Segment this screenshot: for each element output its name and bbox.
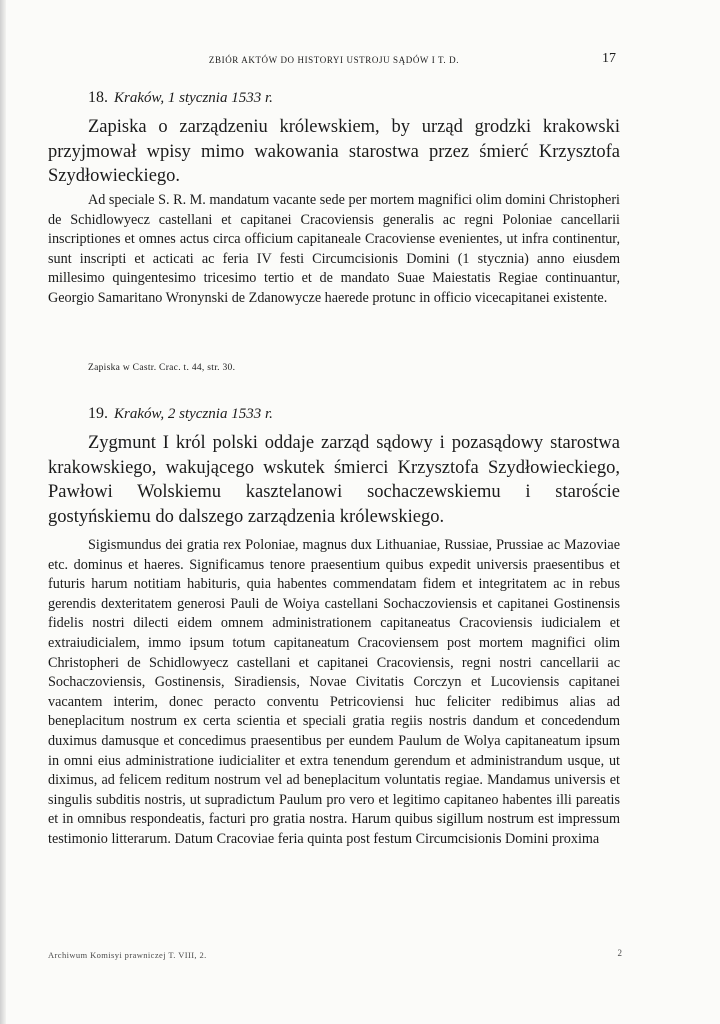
running-header: ZBIÓR AKTÓW DO HISTORYI USTROJU SĄDÓW I T. D. bbox=[208, 55, 460, 65]
footer-signature-mark: 2 bbox=[617, 948, 622, 958]
entry-19-latin-text: Sigismundus dei gratia rex Poloniae, magnus dux Lithuaniae, Russiae, Prussiae ac Mazoviae etc. dominus et haeres. Significamus tenore praesentium quibus expedit universis praesentibus et futuris harum notitiam habituris, quia habentes commendatam fidem et integritatem ac in rebus gerendis dexteritatem generosi Pauli de Woiya castellani Sochaczoviensis et capitanei Gostinensis fidelis nostri dilecti eidem omnem administrationem capitaneatus Cracoviensis iudicialem et extraiudicialem, immo ipsum totum capitaneatum Cracoviensem post mortem magnifici olim Christopheri de Schidlowyecz castellani et capitanei Cracoviensis, regni nostri cancellarii ac Sochaczoviensis, Gostinensis, Siradiensis, Novae Civitatis Corczyn et Lucoviensis capitanei vacantem interim, donec peracto conventu Petricoviensi huc feliciter redibimus alias ad beneplacitum nostrum ex certa scientia et speciali gratia regiis nostris dandum et concedendum duximus damusque et concedimus praesentibus per eundem Paulum de Wolya capitaneatum ipsum in omni eius administratione iudicialiter et extra tenendum gerendum et administrandum usque, ut diximus, ad felicem reditum nostrum vel ad beneplacitum voluntatis regiae. Mandamus universis et singulis subditis nostris, ut supradictum Paulum pro vero et legitimo capitaneo habentes illi pareatis et in omnibus respondeatis, facturi pro gratia nostra. Harum quibus sigillum nostrum est impressum testimonio litterarum. Datum Cracoviae feria quinta post festum Circumcisionis Domini proxima bbox=[48, 537, 620, 847]
page-binding-edge bbox=[0, 0, 6, 1024]
entry-number: 19. bbox=[88, 405, 108, 422]
entry-place-date: Kraków, 2 stycznia 1533 r. bbox=[114, 406, 273, 422]
entry-18-heading bbox=[88, 88, 273, 108]
entry-19-heading bbox=[88, 404, 273, 424]
entry-19-summary: Zygmunt I król polski oddaje zarząd sądowy i pozasądowy starostwa krakowskiego, wakującego wskutek śmierci Krzysztofa Szydłowieckiego, Pawłowi Wolskiemu kasztelanowi sochaczewskiemu i staroście gostyńskiemu do dalszego zarządzenia królewskiego. bbox=[48, 433, 620, 527]
entry-number: 18. bbox=[88, 89, 108, 106]
entry-18-source-note: Zapiska w Castr. Crac. t. 44, str. 30. bbox=[88, 363, 236, 373]
footer-signature: Archiwum Komisyi prawniczej T. VIII, 2. bbox=[48, 950, 207, 960]
entry-18-latin-text: Ad speciale S. R. M. mandatum vacante sede per mortem magnifici olim domini Christopheri de Schidlowyecz castellani et capitanei Cracoviensis generalis ac regni Poloniae cancellarii inscriptiones et omnes actus circa officium capitaneale Cracoviense evenientes, ut infra continentur, sunt inscripti et acticati ac feria IV festi Circumcisionis Domini (1 stycznia) anno eiusdem millesimo quingentesimo tricesimo tertio et de mandato Suae Maiestatis Regiae continuantur, Georgio Samaritano Wronynski de Zdanowycze haerede protunc in officio vicecapitanei existente. bbox=[48, 192, 620, 306]
entry-18-summary: Zapiska o zarządzeniu królewskiem, by urząd grodzki krakowski przyjmował wpisy mimo wakowania starostwa przez śmierć Krzysztofa Szydłowieckiego. bbox=[48, 117, 620, 186]
entry-place-date: Kraków, 1 stycznia 1533 r. bbox=[114, 90, 273, 106]
page-number: 17 bbox=[602, 51, 616, 66]
